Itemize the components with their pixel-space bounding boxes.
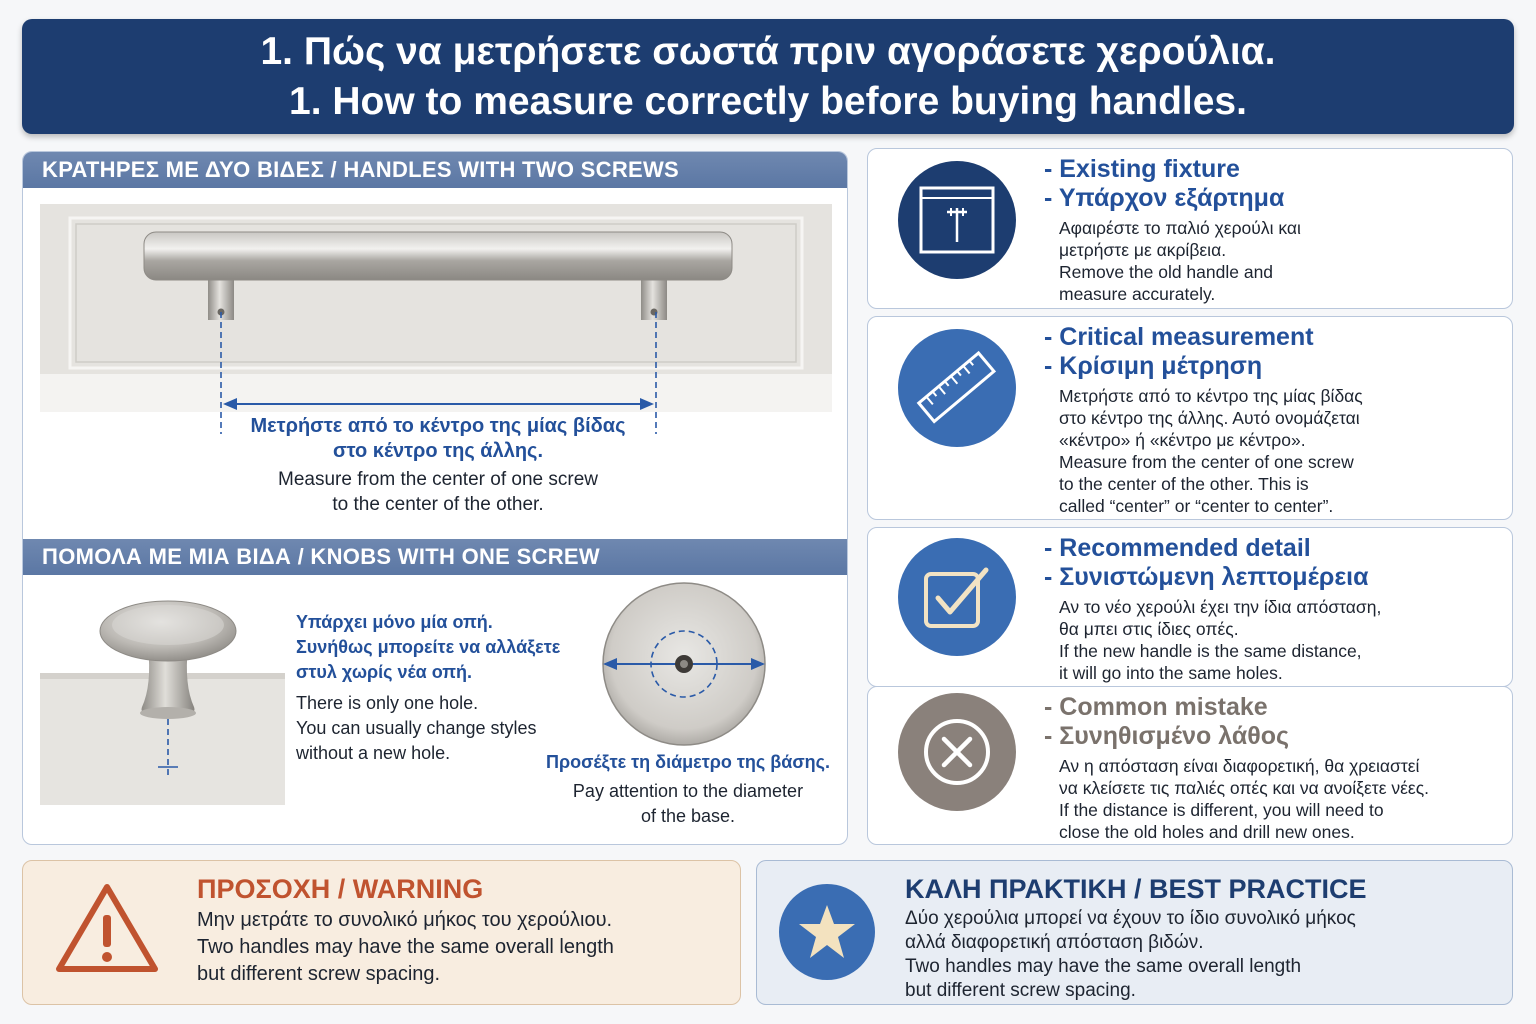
title-english: 1. How to measure correctly before buying handles. bbox=[289, 80, 1247, 123]
ruler-icon bbox=[898, 329, 1016, 447]
handle-caption-english: Measure from the center of one screw to the center of the other. bbox=[278, 469, 598, 515]
base-caption-greek: Προσέξτε τη διάμετρο της βάσης. bbox=[545, 752, 830, 772]
warning-box bbox=[22, 860, 741, 1005]
card-title-el: - Υπάρχον εξάρτημα bbox=[1044, 184, 1285, 212]
card-existing-fixture bbox=[867, 148, 1513, 309]
warning-triangle-icon bbox=[53, 881, 161, 977]
card-common-mistake bbox=[867, 686, 1513, 845]
knob-photo bbox=[40, 595, 285, 805]
title-banner bbox=[22, 19, 1514, 134]
card-title-en: - Critical measurement bbox=[1044, 323, 1314, 351]
best-practice-title: ΚΑΛΗ ΠΡΑΚΤΙΚΗ / BEST PRACTICE bbox=[905, 874, 1367, 904]
card-body: Μετρήστε από το κέντρο της μίας βίδας στο κέντρο της άλλης. Αυτό ονομάζεται «κέντρο» ή «κέντρο με κέντρο». Measure from the center of one screw to the center of the other. This is called “center” or “center to center”. bbox=[1059, 386, 1363, 516]
knob-text: Υπάρχει μόνο μία οπή. Συνήθως μπορείτε να αλλάξετε στυλ χωρίς νέα οπή. There is only one hole. You can usually change styles without a new hole. bbox=[296, 612, 561, 763]
card-title-en: - Common mistake bbox=[1044, 693, 1268, 721]
title-greek: 1. Πώς να μετρήσετε σωστά πριν αγοράσετε χερούλια. bbox=[260, 30, 1276, 73]
base-caption-english: Pay attention to the diameter of the base. bbox=[572, 781, 804, 826]
card-title-el: - Κρίσιμη μέτρηση bbox=[1044, 352, 1263, 380]
knob-illustration bbox=[40, 595, 285, 805]
knob-base-diagram bbox=[593, 580, 793, 750]
handle-caption-greek: Μετρήστε από το κέντρο της μίας βίδας στο κέντρο της άλλης. bbox=[250, 415, 626, 462]
card-title-en: - Recommended detail bbox=[1044, 534, 1311, 562]
card-body: Αν η απόσταση είναι διαφορετική, θα χρειαστεί να κλείσετε τις παλιές οπές και να ανοίξετε νέες. If the distance is different, you will need to close the old holes and drill new ones. bbox=[1059, 756, 1430, 842]
checkbox-icon bbox=[898, 538, 1016, 656]
card-critical-measurement bbox=[867, 316, 1513, 520]
warning-title: ΠΡΟΣΟΧΗ / WARNING bbox=[197, 874, 484, 904]
card-recommended-detail bbox=[867, 527, 1513, 687]
handles-section-heading: ΚΡΑΤΗΡΕΣ ΜΕ ΔΥΟ ΒΙΔΕΣ / HANDLES WITH TWO SCREWS bbox=[23, 152, 847, 188]
x-circle-icon bbox=[898, 693, 1016, 811]
card-body: Αν το νέο χερούλι έχει την ίδια απόσταση, θα μπει στις ίδιες οπές. If the new handle is the same distance, it will go into the same holes. bbox=[1059, 597, 1382, 683]
card-title-el: - Συνιστώμενη λεπτομέρεια bbox=[1044, 563, 1369, 591]
best-practice-box bbox=[756, 860, 1513, 1005]
card-title-en: - Existing fixture bbox=[1044, 155, 1240, 183]
cabinet-door-icon bbox=[898, 161, 1016, 279]
star-icon bbox=[779, 884, 875, 980]
best-practice-text: Δύο χερούλια μπορεί να έχουν το ίδιο συνολικό μήκος αλλά διαφορετική απόσταση βιδών. Two handles may have the same overall length but different screw spacing. bbox=[905, 908, 1356, 1001]
knobs-section-heading: ΠΟΜΟΛΑ ΜΕ ΜΙΑ ΒΙΔΑ / KNOBS WITH ONE SCREW bbox=[23, 539, 847, 575]
warning-text: Μην μετράτε το συνολικό μήκος του χερούλιου. Two handles may have the same overall length but different screw spacing. bbox=[197, 909, 614, 985]
card-title-el: - Συνηθισμένο λάθος bbox=[1044, 722, 1290, 750]
card-body: Αφαιρέστε το παλιό χερούλι και μετρήστε με ακρίβεια. Remove the old handle and measure accurately. bbox=[1059, 218, 1301, 304]
measurement-guide-panel bbox=[22, 151, 848, 845]
